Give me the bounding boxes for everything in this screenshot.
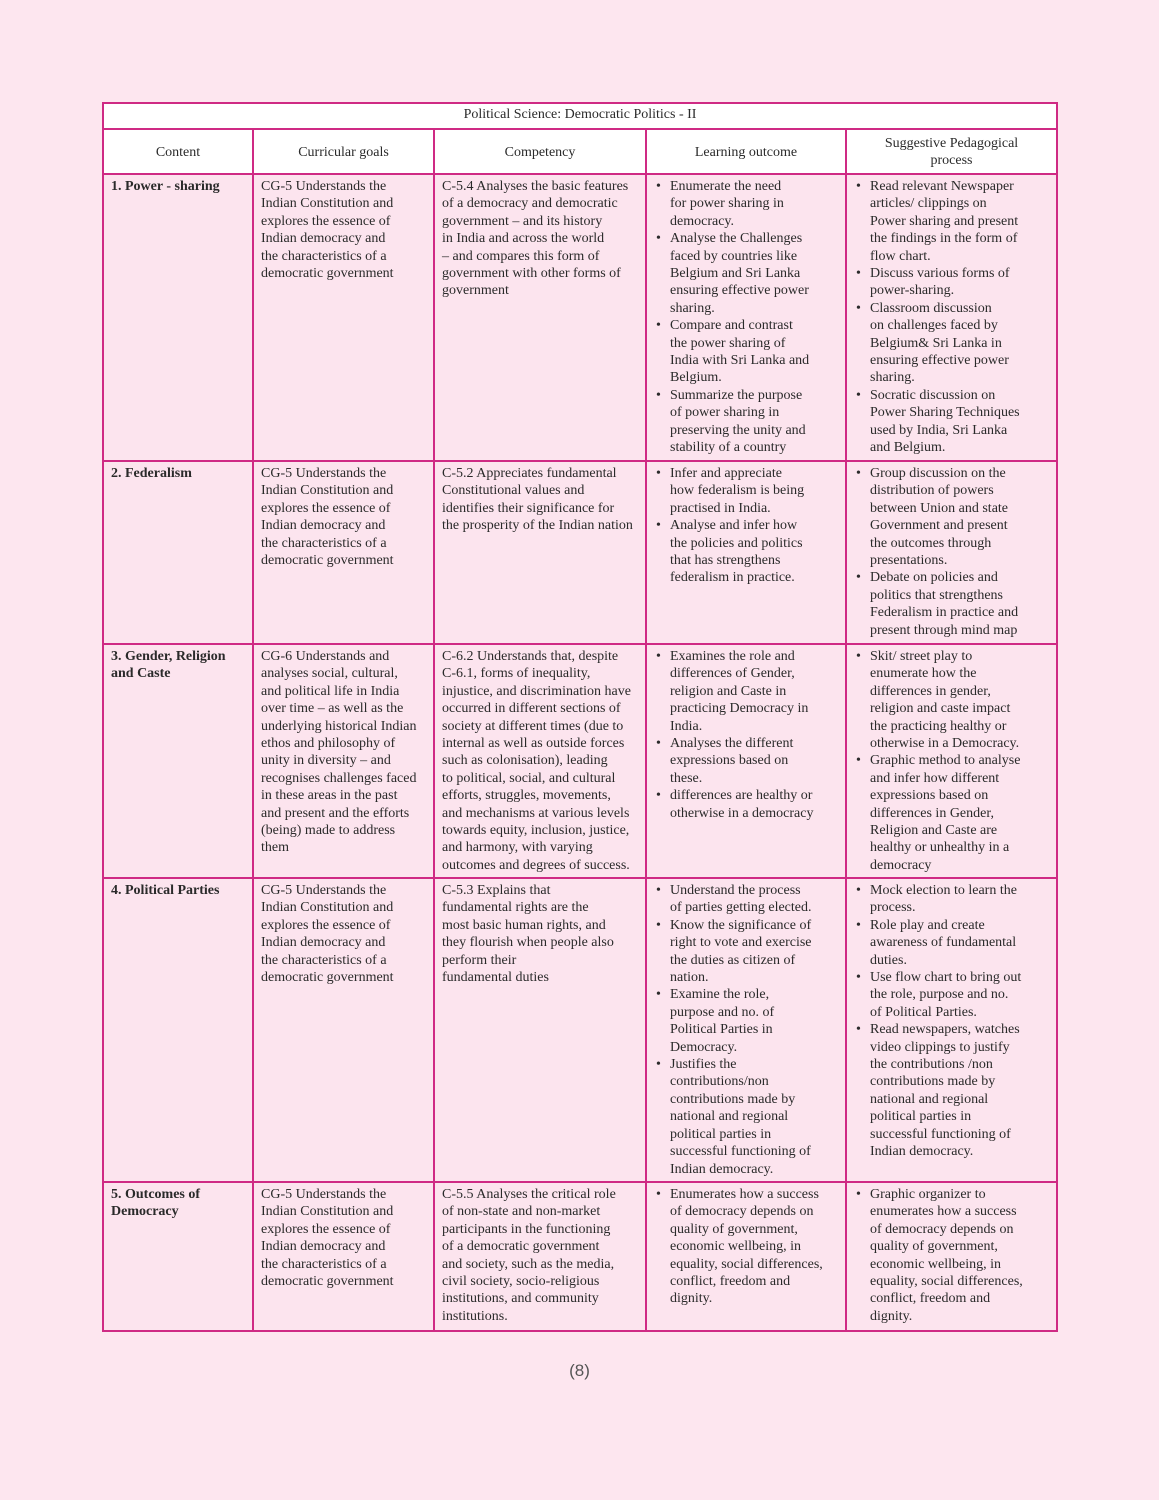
bullet-list — [654, 648, 838, 822]
list-item: • Know the significance of right to vote and exercise the duties as citizen of nation. — [670, 917, 838, 987]
pedagogy-cell — [846, 174, 1057, 461]
list-item: • Summarize the purpose of power sharing in preserving the unity and stability of a country — [670, 387, 838, 457]
bullet-list — [854, 178, 1049, 457]
list-item: • Debate on policies and politics that strengthens Federalism in practice and present through mind map — [870, 569, 1049, 639]
pedagogy-cell — [846, 461, 1057, 644]
curricular-goal-cell: CG-5 Understands the Indian Constitution and explores the essence of Indian democracy and the characteristics of a democratic government — [253, 1182, 434, 1331]
curricular-goal-cell: CG-5 Understands the Indian Constitution and explores the essence of Indian democracy and the characteristics of a democratic government — [253, 174, 434, 461]
bullet-list — [654, 178, 838, 457]
content-cell: 1. Power - sharing — [103, 174, 253, 461]
bullet-list — [854, 465, 1049, 639]
bullet-list — [854, 1186, 1049, 1325]
competency-cell: C-5.4 Analyses the basic features of a democracy and democratic government – and its history in India and across the world – and compares this form of government with other forms of government — [434, 174, 646, 461]
bullet-list — [654, 1186, 838, 1308]
learning-outcome-cell — [646, 878, 846, 1182]
content-cell: 4. Political Parties — [103, 878, 253, 1182]
list-item: • Infer and appreciate how federalism is being practised in India. — [670, 465, 838, 517]
competency-cell: C-5.3 Explains that fundamental rights are the most basic human rights, and they flourish when people also perform their fundamental duties — [434, 878, 646, 1182]
list-item: • Read newspapers, watches video clippings to justify the contributions /non contributions made by national and regional political parties in successful functioning of Indian democracy. — [870, 1021, 1049, 1160]
list-item: • Graphic organizer to enumerates how a success of democracy depends on quality of government, economic wellbeing, in equality, social differences, conflict, freedom and dignity. — [870, 1186, 1049, 1325]
header-curricular-goals: Curricular goals — [253, 129, 434, 174]
list-item: • Justifies the contributions/non contributions made by national and regional political parties in successful functioning of Indian democracy. — [670, 1056, 838, 1178]
list-item: • Examine the role, purpose and no. of Political Parties in Democracy. — [670, 986, 838, 1056]
list-item: • Use flow chart to bring out the role, purpose and no. of Political Parties. — [870, 969, 1049, 1021]
competency-cell: C-5.5 Analyses the critical role of non-state and non-market participants in the functioning of a democratic government and society, such as the media, civil society, socio-religious institutions, and community institutions. — [434, 1182, 646, 1331]
curricular-goal-cell: CG-6 Understands and analyses social, cultural, and political life in India over time – as well as the underlying historical Indian ethos and philosophy of unity in diversity – and recognises challenges faced in these areas in the past and present and the efforts (being) made to address them — [253, 644, 434, 878]
list-item: • Graphic method to analyse and infer how different expressions based on differences in Gender, Religion and Caste are healthy or unhealthy in a democracy — [870, 752, 1049, 874]
list-item: • Examines the role and differences of Gender, religion and Caste in practicing Democracy in India. — [670, 648, 838, 735]
bullet-list — [854, 648, 1049, 874]
table-title: Political Science: Democratic Politics - II — [103, 103, 1057, 129]
list-item: • Read relevant Newspaper articles/ clippings on Power sharing and present the findings in the form of flow chart. — [870, 178, 1049, 265]
bullet-list — [654, 882, 838, 1178]
pedagogy-cell — [846, 644, 1057, 878]
list-item: • differences are healthy or otherwise in a democracy — [670, 787, 838, 822]
table-row — [103, 878, 1057, 1182]
learning-outcome-cell — [646, 644, 846, 878]
header-learning-outcome: Learning outcome — [646, 129, 846, 174]
bullet-list — [654, 465, 838, 587]
page-number: (8) — [569, 1361, 590, 1380]
list-item: • Compare and contrast the power sharing of India with Sri Lanka and Belgium. — [670, 317, 838, 387]
content-cell: 3. Gender, Religion and Caste — [103, 644, 253, 878]
content-cell: 2. Federalism — [103, 461, 253, 644]
table-row — [103, 174, 1057, 461]
table-row — [103, 461, 1057, 644]
list-item: • Mock election to learn the process. — [870, 882, 1049, 917]
competency-cell: C-6.2 Understands that, despite C-6.1, forms of inequality, injustice, and discrimination have occurred in different sections of society at different times (due to internal as well as outside forces such as colonisation), leading to political, social, and cultural efforts, struggles, movements, and mechanisms at various levels towards equity, inclusion, justice, and harmony, with varying outcomes and degrees of success. — [434, 644, 646, 878]
list-item: • Discuss various forms of power-sharing. — [870, 265, 1049, 300]
list-item: • Enumerate the need for power sharing in democracy. — [670, 178, 838, 230]
curricular-goal-cell: CG-5 Understands the Indian Constitution and explores the essence of Indian democracy and the characteristics of a democratic government — [253, 878, 434, 1182]
learning-outcome-cell — [646, 174, 846, 461]
list-item: • Enumerates how a success of democracy depends on quality of government, economic wellbeing, in equality, social differences, conflict, freedom and dignity. — [670, 1186, 838, 1308]
table-row — [103, 1182, 1057, 1331]
list-item: • Analyse and infer how the policies and politics that has strengthens federalism in practice. — [670, 517, 838, 587]
list-item: • Analyses the different expressions based on these. — [670, 735, 838, 787]
list-item: • Role play and create awareness of fundamental duties. — [870, 917, 1049, 969]
header-competency: Competency — [434, 129, 646, 174]
list-item: • Analyse the Challenges faced by countries like Belgium and Sri Lanka ensuring effective power sharing. — [670, 230, 838, 317]
table-row — [103, 644, 1057, 878]
header-pedagogical-process: Suggestive Pedagogical process — [846, 129, 1057, 174]
curriculum-table — [102, 102, 1058, 1332]
curricular-goal-cell: CG-5 Understands the Indian Constitution and explores the essence of Indian democracy and the characteristics of a democratic government — [253, 461, 434, 644]
pedagogy-cell — [846, 878, 1057, 1182]
competency-cell: C-5.2 Appreciates fundamental Constitutional values and identifies their significance for the prosperity of the Indian nation — [434, 461, 646, 644]
list-item: • Understand the process of parties getting elected. — [670, 882, 838, 917]
list-item: • Classroom discussion on challenges faced by Belgium& Sri Lanka in ensuring effective power sharing. — [870, 300, 1049, 387]
learning-outcome-cell — [646, 1182, 846, 1331]
pedagogy-cell — [846, 1182, 1057, 1331]
list-item: • Socratic discussion on Power Sharing Techniques used by India, Sri Lanka and Belgium. — [870, 387, 1049, 457]
list-item: • Skit/ street play to enumerate how the differences in gender, religion and caste impact the practicing healthy or otherwise in a Democracy. — [870, 648, 1049, 752]
bullet-list — [854, 882, 1049, 1161]
content-cell: 5. Outcomes of Democracy — [103, 1182, 253, 1331]
list-item: • Group discussion on the distribution of powers between Union and state Government and present the outcomes through presentations. — [870, 465, 1049, 569]
learning-outcome-cell — [646, 461, 846, 644]
header-content: Content — [103, 129, 253, 174]
